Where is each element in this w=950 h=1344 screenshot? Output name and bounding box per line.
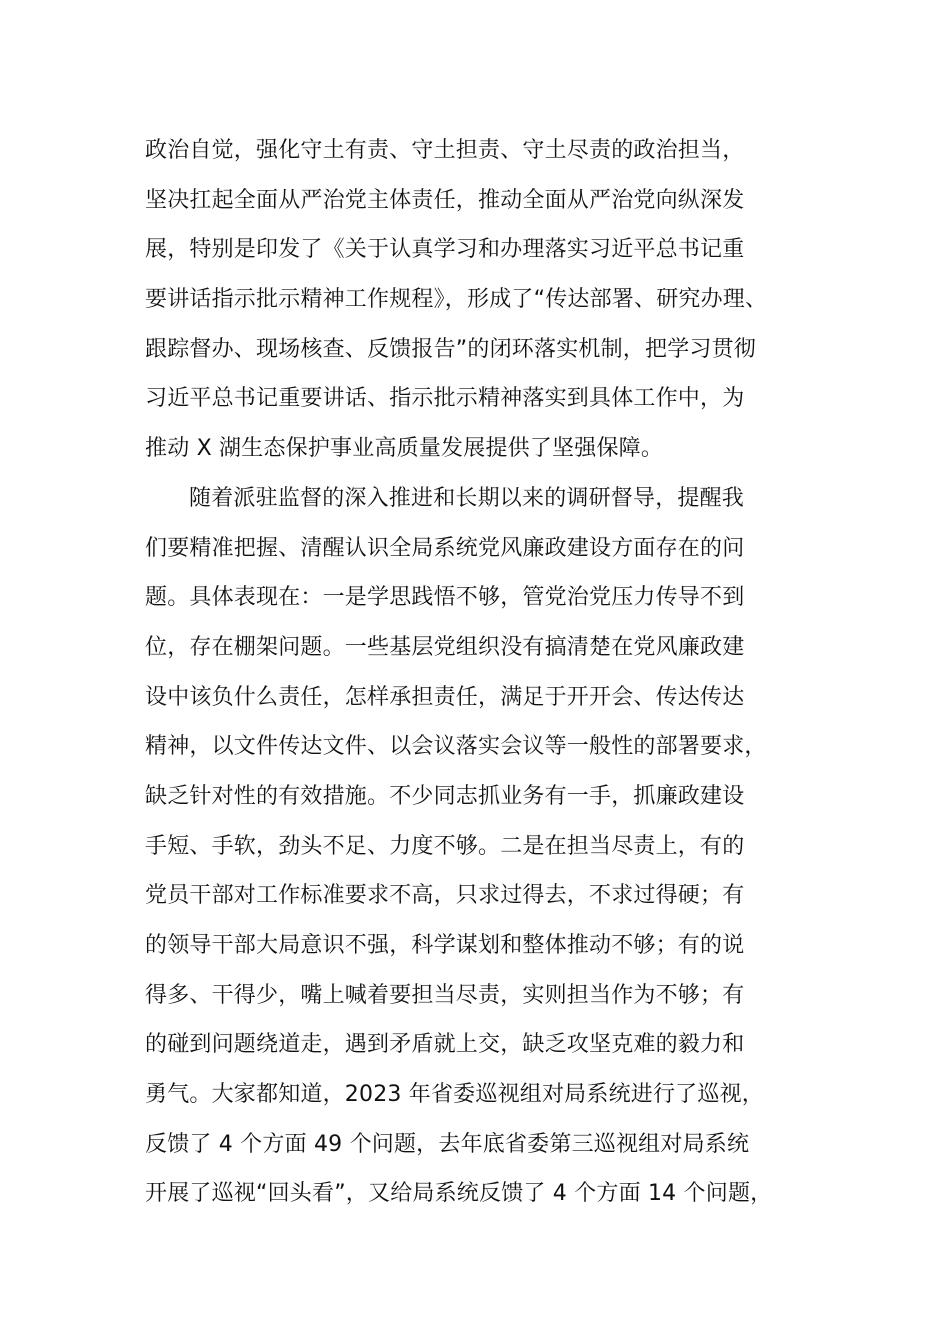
text-line: 跟踪督办、现场核查、反馈报告”的闭环落实机制，把学习贯彻 [145, 336, 756, 362]
text-line: 开展了巡视“回头看”，又给局系统反馈了 4 个方面 14 个问题， [145, 1181, 773, 1207]
text-line: 习近平总书记重要讲话、指示批示精神落实到具体工作中，为 [145, 386, 745, 412]
paragraph-problems [145, 474, 825, 1219]
text-line: 的领导干部大局意识不强，科学谋划和整体推动不够；有的说 [145, 933, 745, 958]
text-line: 得多、干得少，嘴上喊着要担当尽责，实则担当作为不够；有 [145, 982, 745, 1008]
text-line: 展，特别是印发了《关于认真学习和办理落实习近平总书记重 [145, 237, 745, 263]
text-line: 精神，以文件传达文件、以会议落实会议等一般性的部署要求， [145, 734, 767, 760]
text-line: 反馈了 4 个方面 49 个问题，去年底省委第三巡视组对局系统 [145, 1131, 750, 1157]
text-line: 手短、手软，劲头不足、力度不够。二是在担当尽责上，有的 [145, 833, 745, 859]
text-line: 党员干部对工作标准要求不高，只求过得去，不求过得硬；有 [145, 883, 745, 909]
text-line: 设中该负什么责任，怎样承担责任，满足于开开会、传达传达 [145, 684, 745, 710]
text-line: 推动 X 湖生态保护事业高质量发展提供了坚强保障。 [145, 436, 664, 462]
text-line: 要讲话指示批示精神工作规程》，形成了“传达部署、研究办理、 [145, 287, 768, 313]
text-line-indented: 随着派驻监督的深入推进和长期以来的调研督导，提醒我 [189, 485, 745, 511]
text-line: 的碰到问题绕道走，遇到矛盾就上交，缺乏攻坚克难的毅力和 [145, 1032, 745, 1058]
paragraph-continuation [145, 126, 825, 474]
document-body [145, 126, 825, 1219]
text-line: 们要精准把握、清醒认识全局系统党风廉政建设方面存在的问 [145, 535, 745, 561]
text-line: 政治自觉，强化守土有责、守土担责、守土尽责的政治担当， [145, 138, 745, 163]
text-line: 缺乏针对性的有效措施。不少同志抓业务有一手，抓廉政建设 [145, 783, 745, 809]
text-line: 位，存在棚架问题。一些基层党组织没有搞清楚在党风廉政建 [145, 634, 745, 660]
text-line: 题。具体表现在：一是学思践悟不够，管党治党压力传导不到 [145, 585, 745, 611]
text-line: 勇气。大家都知道，2023 年省委巡视组对局系统进行了巡视， [145, 1082, 764, 1108]
text-line: 坚决扛起全面从严治党主体责任，推动全面从严治党向纵深发 [145, 187, 745, 213]
